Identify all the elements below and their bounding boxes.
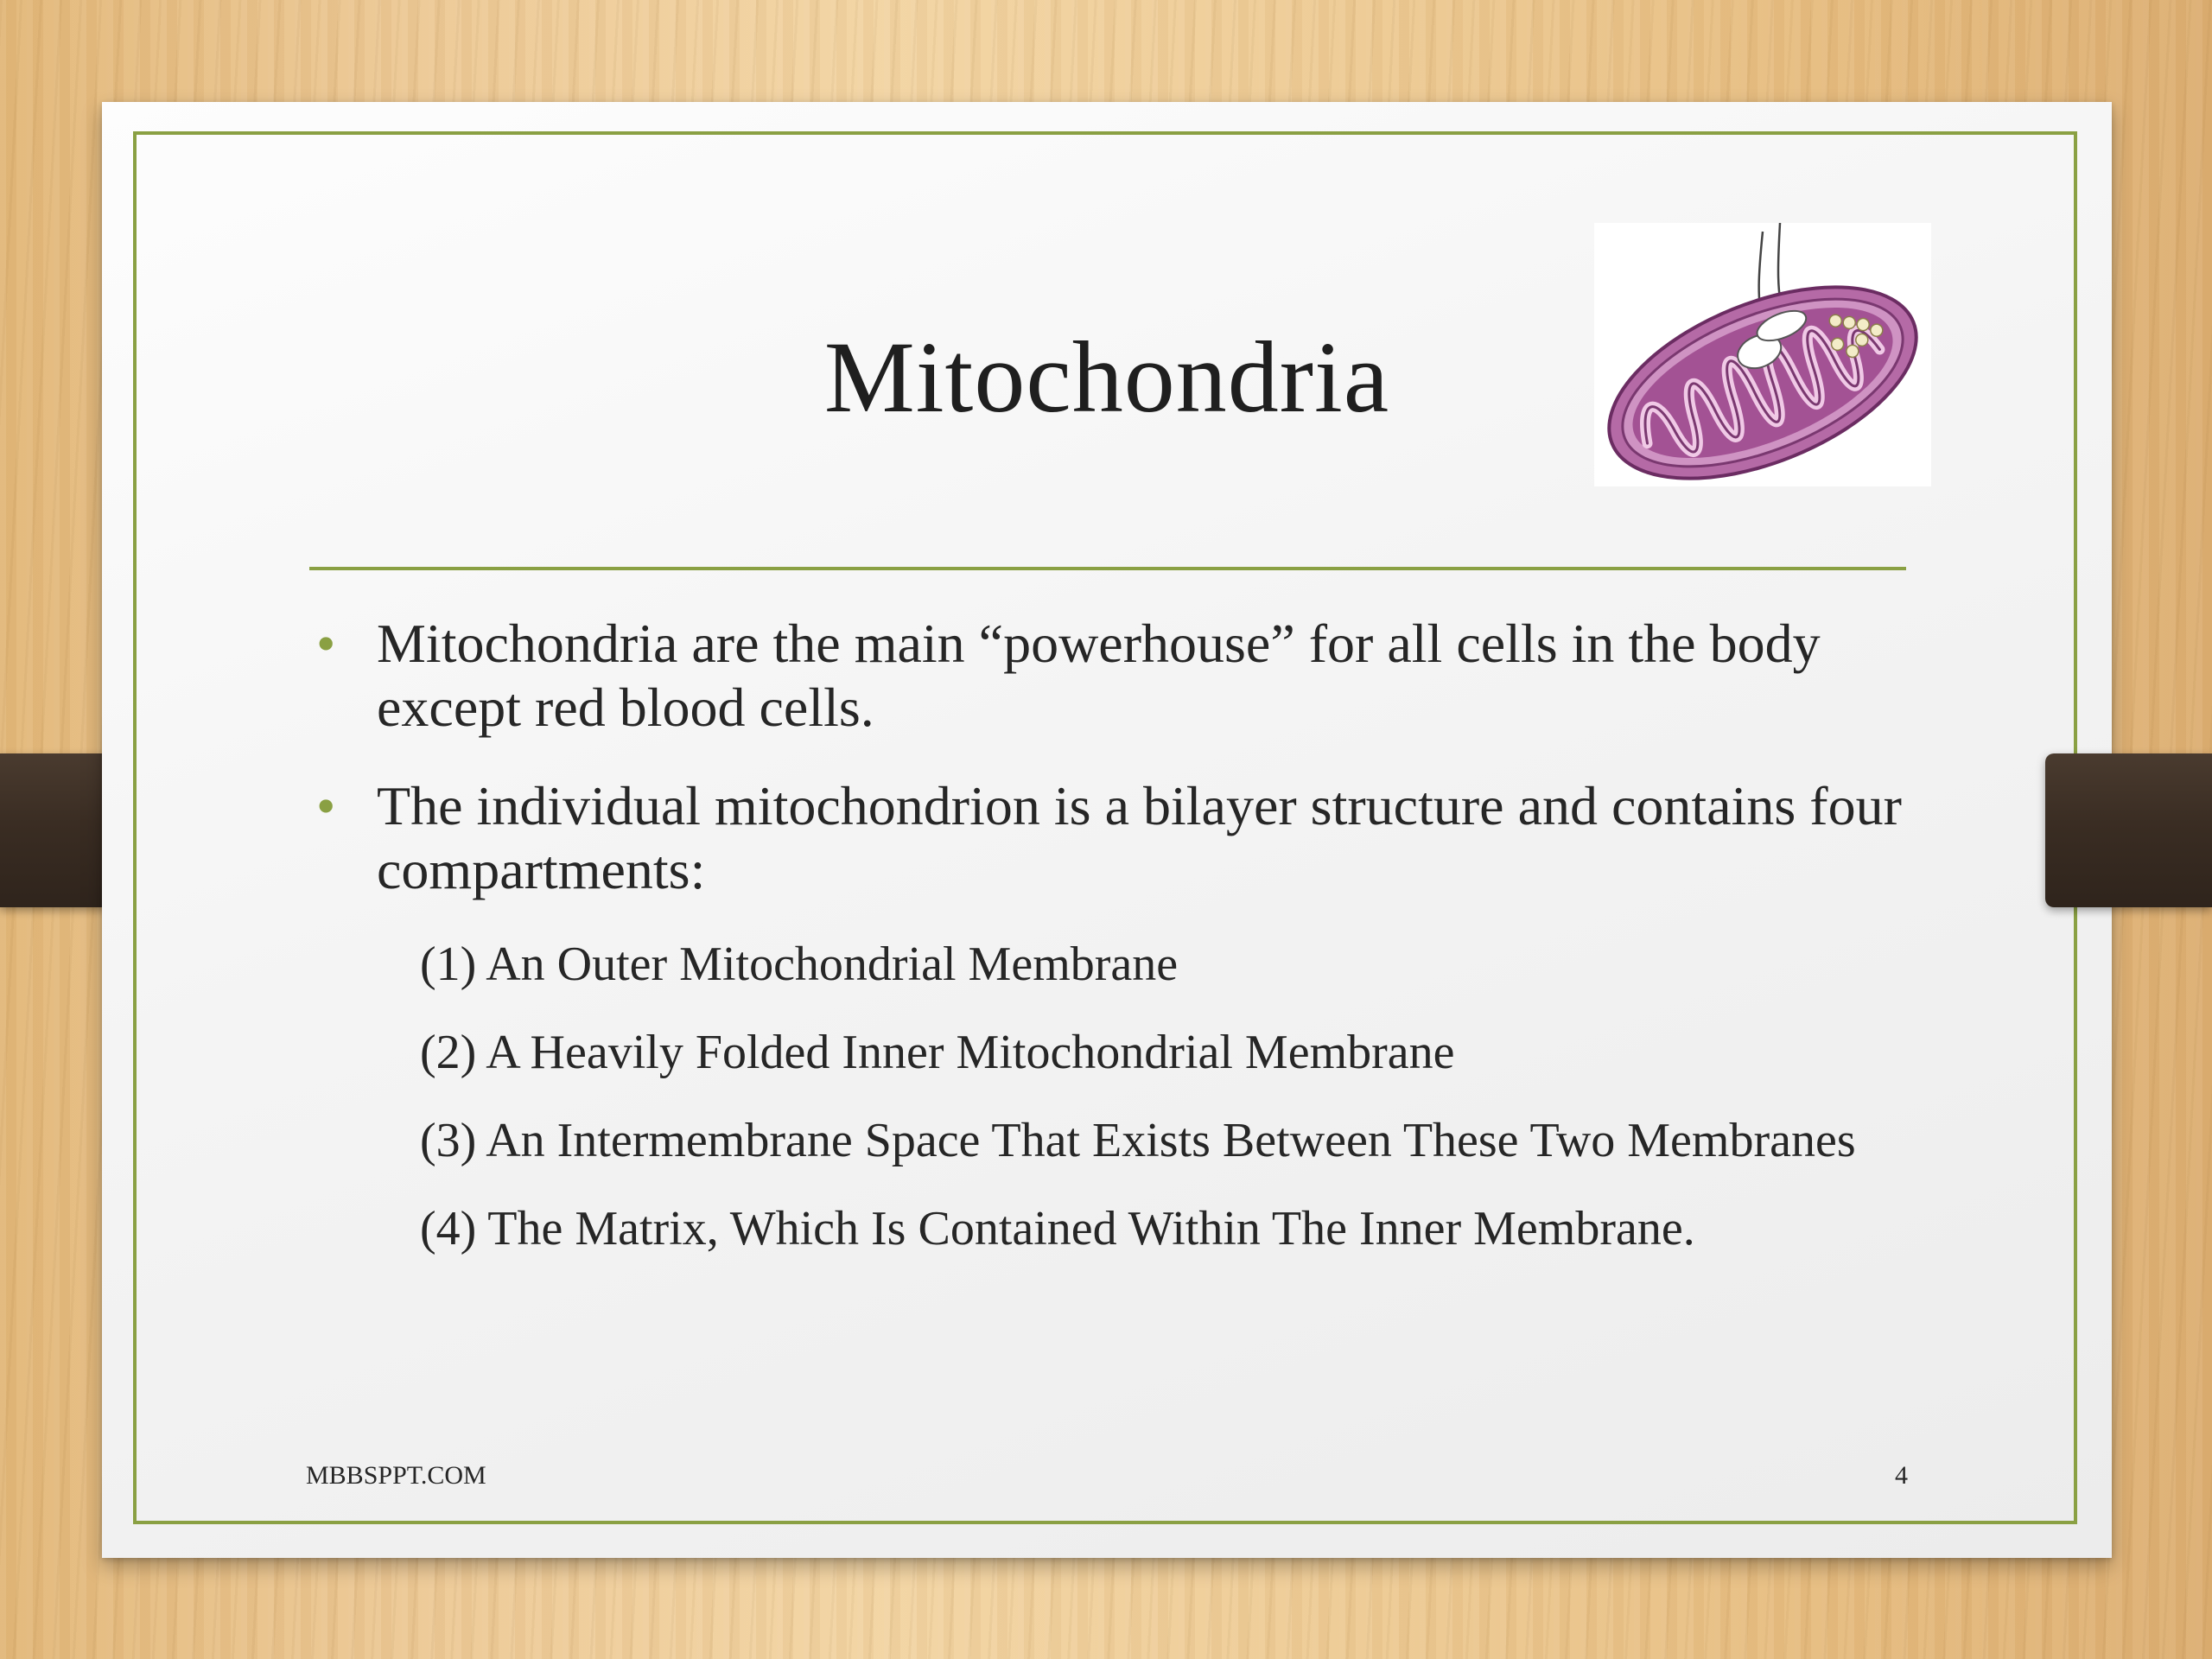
bullet-icon: • xyxy=(316,613,336,674)
bullet-item xyxy=(309,774,1916,902)
bullet-icon: • xyxy=(316,775,336,836)
mitochondrion-illustration xyxy=(1594,223,1931,486)
slide-number: 4 xyxy=(1895,1461,1908,1490)
compartment-item: (3) An Intermembrane Space That Exists Between These Two Membranes xyxy=(420,1114,1856,1167)
slide-title: Mitochondria xyxy=(823,321,1390,434)
bullet-text: Mitochondria are the main “powerhouse” for all cells in the body except red blood cells. xyxy=(377,613,1821,738)
footer-source: MBBSPPT.COM xyxy=(306,1461,486,1490)
title-divider xyxy=(309,567,1906,570)
slide-body xyxy=(309,612,1916,1289)
bullet-item xyxy=(309,612,1916,740)
bullet-text: The individual mitochondrion is a bilayer structure and contains four compartments: xyxy=(377,775,1902,900)
compartment-item: (4) The Matrix, Which Is Contained Within The Inner Membrane. xyxy=(420,1202,1695,1255)
compartment-item: (2) A Heavily Folded Inner Mitochondrial Membrane xyxy=(420,1026,1455,1079)
compartment-item: (1) An Outer Mitochondrial Membrane xyxy=(420,938,1179,991)
slide-sheet xyxy=(102,102,2112,1558)
right-strap xyxy=(2045,753,2212,907)
